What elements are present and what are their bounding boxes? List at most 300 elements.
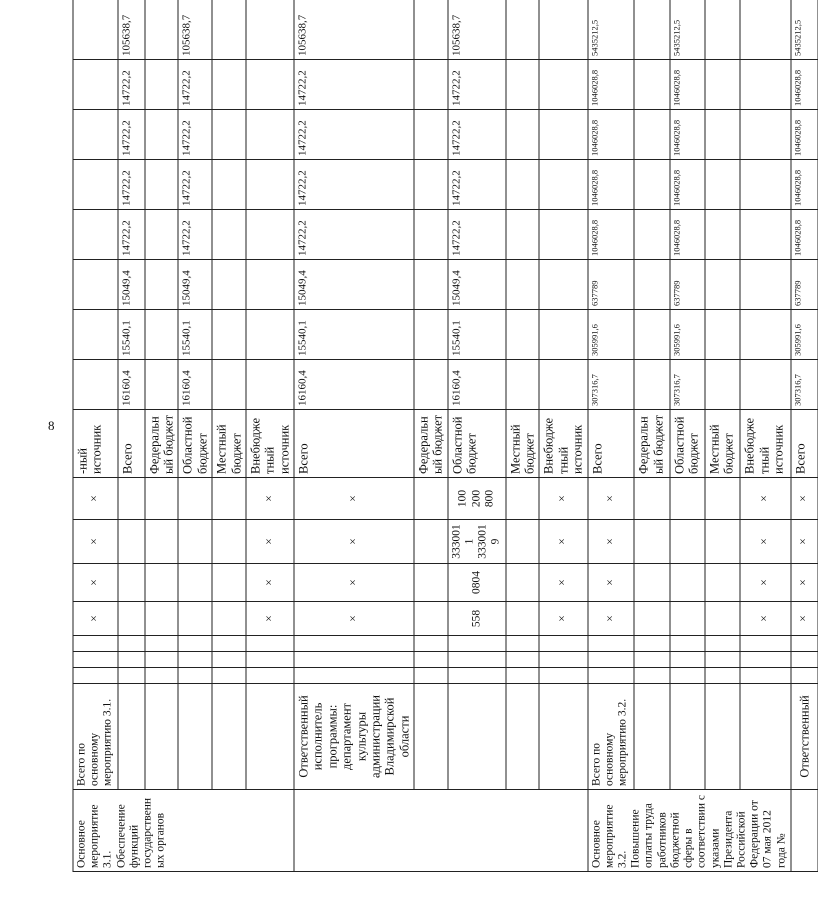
value-cell: 16160,4 bbox=[178, 360, 212, 410]
code-cell: × bbox=[740, 602, 790, 636]
code-cell bbox=[212, 636, 246, 652]
source-cell: Внебюджетный источник bbox=[246, 410, 294, 478]
value-cell bbox=[212, 360, 246, 410]
code-cell: × bbox=[294, 602, 414, 636]
code-cell bbox=[634, 668, 669, 684]
code-cell: × bbox=[246, 478, 294, 520]
value-cell: 1046028,8 bbox=[588, 210, 635, 260]
value-cell bbox=[246, 110, 294, 160]
value-cell bbox=[740, 60, 790, 110]
code-cell bbox=[670, 602, 705, 636]
code-cell bbox=[414, 636, 448, 652]
value-cell bbox=[539, 110, 587, 160]
value-cell bbox=[506, 60, 540, 110]
value-cell bbox=[414, 160, 448, 210]
value-cell: 14722,2 bbox=[448, 210, 506, 260]
code-cell bbox=[246, 668, 294, 684]
value-cell bbox=[539, 260, 587, 310]
code-cell: × bbox=[791, 478, 818, 520]
source-cell: Всего bbox=[294, 410, 414, 478]
value-cell bbox=[634, 0, 669, 60]
code-cell bbox=[670, 652, 705, 668]
value-cell: 305991,6 bbox=[670, 310, 705, 360]
source-cell: Внебюджетный источник bbox=[539, 410, 587, 478]
value-cell bbox=[740, 210, 790, 260]
budget-table bbox=[73, 0, 818, 872]
code-cell bbox=[73, 668, 118, 684]
code-cell bbox=[178, 636, 212, 652]
source-cell: Областной бюджет bbox=[448, 410, 506, 478]
value-cell bbox=[145, 160, 179, 210]
source-cell: Федеральный бюджет bbox=[414, 410, 448, 478]
code-cell: 100 200 800 bbox=[448, 478, 506, 520]
value-cell bbox=[73, 60, 118, 110]
source-cell: Всего bbox=[791, 410, 818, 478]
value-cell bbox=[539, 360, 587, 410]
source-cell: Внебюджетный источник bbox=[740, 410, 790, 478]
code-cell bbox=[588, 668, 635, 684]
value-cell: 14722,2 bbox=[294, 110, 414, 160]
code-cell bbox=[178, 520, 212, 564]
code-cell bbox=[178, 478, 212, 520]
code-cell bbox=[670, 668, 705, 684]
value-cell bbox=[246, 160, 294, 210]
table-body bbox=[73, 0, 818, 872]
code-cell bbox=[145, 636, 179, 652]
code-cell bbox=[178, 668, 212, 684]
code-cell bbox=[634, 564, 669, 602]
table-row bbox=[414, 0, 448, 872]
value-cell bbox=[73, 160, 118, 210]
value-cell bbox=[634, 260, 669, 310]
value-cell bbox=[212, 60, 246, 110]
source-cell: Областной бюджет bbox=[178, 410, 212, 478]
value-cell: 1046028,8 bbox=[588, 110, 635, 160]
table-row bbox=[588, 0, 635, 872]
value-cell: 14722,2 bbox=[448, 160, 506, 210]
value-cell bbox=[740, 360, 790, 410]
code-cell bbox=[791, 668, 818, 684]
value-cell bbox=[145, 360, 179, 410]
activity-cell bbox=[791, 790, 818, 872]
value-cell: 637789 bbox=[670, 260, 705, 310]
code-cell bbox=[212, 564, 246, 602]
code-cell: × bbox=[294, 520, 414, 564]
code-cell bbox=[212, 602, 246, 636]
value-cell bbox=[414, 260, 448, 310]
code-cell bbox=[414, 602, 448, 636]
value-cell: 105638,7 bbox=[178, 0, 212, 60]
value-cell bbox=[246, 360, 294, 410]
value-cell: 14722,2 bbox=[178, 60, 212, 110]
table-row bbox=[145, 0, 179, 872]
code-cell bbox=[145, 478, 179, 520]
code-cell bbox=[118, 520, 145, 564]
value-cell: 15540,1 bbox=[448, 310, 506, 360]
code-cell: × bbox=[539, 564, 587, 602]
code-cell bbox=[634, 602, 669, 636]
value-cell bbox=[414, 310, 448, 360]
value-cell: 15049,4 bbox=[178, 260, 212, 310]
value-cell bbox=[705, 210, 740, 260]
table-row bbox=[670, 0, 705, 872]
value-cell: 15049,4 bbox=[294, 260, 414, 310]
value-cell bbox=[73, 360, 118, 410]
value-cell bbox=[634, 60, 669, 110]
code-cell bbox=[740, 652, 790, 668]
code-cell: × bbox=[539, 520, 587, 564]
table-row bbox=[212, 0, 246, 872]
value-cell bbox=[740, 260, 790, 310]
code-cell bbox=[178, 652, 212, 668]
code-cell bbox=[791, 652, 818, 668]
value-cell: 1046028,8 bbox=[670, 160, 705, 210]
code-cell bbox=[506, 478, 540, 520]
value-cell bbox=[705, 310, 740, 360]
value-cell bbox=[212, 0, 246, 60]
value-cell bbox=[212, 110, 246, 160]
code-cell: × bbox=[246, 520, 294, 564]
code-cell: × bbox=[588, 520, 635, 564]
code-cell bbox=[634, 478, 669, 520]
value-cell: 637789 bbox=[588, 260, 635, 310]
code-cell bbox=[539, 652, 587, 668]
code-cell: × bbox=[539, 478, 587, 520]
code-cell bbox=[448, 636, 506, 652]
value-cell bbox=[414, 210, 448, 260]
code-cell bbox=[448, 668, 506, 684]
code-cell: 333001 1 333001 9 bbox=[448, 520, 506, 564]
code-cell bbox=[145, 668, 179, 684]
table-row bbox=[634, 0, 669, 872]
code-cell bbox=[212, 520, 246, 564]
code-cell bbox=[539, 636, 587, 652]
table-row bbox=[705, 0, 740, 872]
code-cell: × bbox=[73, 564, 118, 602]
activity-cell bbox=[294, 790, 588, 872]
code-cell: × bbox=[588, 478, 635, 520]
code-cell bbox=[634, 636, 669, 652]
code-cell bbox=[118, 668, 145, 684]
value-cell: 307316,7 bbox=[670, 360, 705, 410]
page-number: 8 bbox=[48, 418, 55, 433]
code-cell bbox=[705, 652, 740, 668]
code-cell bbox=[705, 478, 740, 520]
value-cell bbox=[705, 110, 740, 160]
value-cell: 14722,2 bbox=[448, 60, 506, 110]
source-cell: Всего bbox=[118, 410, 145, 478]
value-cell: 14722,2 bbox=[178, 160, 212, 210]
value-cell: 16160,4 bbox=[448, 360, 506, 410]
value-cell bbox=[740, 310, 790, 360]
responsible-cell: Ответственный bbox=[791, 684, 818, 790]
table-row bbox=[740, 0, 790, 872]
code-cell bbox=[73, 652, 118, 668]
code-cell bbox=[506, 602, 540, 636]
code-cell bbox=[588, 652, 635, 668]
responsible-cell bbox=[539, 684, 587, 790]
activity-cell: Основное мероприятие 3.2. Повышение оплаты труда работников бюджетной сферы в соответствии с указами Президента Российской Федерации от 07 мая 2012 года № bbox=[588, 790, 791, 872]
code-cell: × bbox=[740, 564, 790, 602]
value-cell bbox=[740, 0, 790, 60]
value-cell: 5435212,5 bbox=[670, 0, 705, 60]
code-cell bbox=[670, 520, 705, 564]
source-cell: -ный источник bbox=[73, 410, 118, 478]
code-cell bbox=[145, 602, 179, 636]
code-cell bbox=[294, 668, 414, 684]
value-cell: 1046028,8 bbox=[670, 210, 705, 260]
value-cell bbox=[414, 110, 448, 160]
value-cell bbox=[73, 210, 118, 260]
value-cell: 14722,2 bbox=[118, 110, 145, 160]
value-cell bbox=[506, 310, 540, 360]
value-cell: 14722,2 bbox=[118, 60, 145, 110]
value-cell bbox=[212, 160, 246, 210]
source-cell: Местный бюджет bbox=[506, 410, 540, 478]
value-cell bbox=[212, 210, 246, 260]
value-cell: 1046028,8 bbox=[791, 60, 818, 110]
code-cell: × bbox=[73, 478, 118, 520]
code-cell bbox=[212, 668, 246, 684]
code-cell: × bbox=[73, 520, 118, 564]
budget-table-rotated bbox=[73, 14, 812, 872]
value-cell bbox=[145, 260, 179, 310]
code-cell bbox=[414, 652, 448, 668]
value-cell: 1046028,8 bbox=[588, 60, 635, 110]
responsible-cell bbox=[212, 684, 246, 790]
code-cell bbox=[414, 564, 448, 602]
value-cell: 305991,6 bbox=[588, 310, 635, 360]
code-cell: × bbox=[791, 520, 818, 564]
responsible-cell: Всего по основному мероприятию 3.1. bbox=[73, 684, 118, 790]
code-cell bbox=[118, 478, 145, 520]
value-cell bbox=[414, 360, 448, 410]
table-row bbox=[539, 0, 587, 872]
value-cell bbox=[634, 360, 669, 410]
source-cell: Областной бюджет bbox=[670, 410, 705, 478]
source-cell: Всего bbox=[588, 410, 635, 478]
code-cell bbox=[506, 652, 540, 668]
value-cell bbox=[73, 0, 118, 60]
code-cell: × bbox=[539, 602, 587, 636]
code-cell bbox=[670, 564, 705, 602]
source-cell: Местный бюджет bbox=[212, 410, 246, 478]
code-cell bbox=[506, 564, 540, 602]
table-row bbox=[246, 0, 294, 872]
responsible-cell bbox=[414, 684, 448, 790]
code-cell bbox=[506, 636, 540, 652]
code-cell bbox=[178, 602, 212, 636]
value-cell bbox=[740, 110, 790, 160]
code-cell bbox=[414, 668, 448, 684]
value-cell bbox=[73, 110, 118, 160]
table-row bbox=[73, 0, 118, 872]
value-cell: 105638,7 bbox=[448, 0, 506, 60]
responsible-cell bbox=[118, 684, 145, 790]
value-cell bbox=[506, 210, 540, 260]
value-cell bbox=[634, 160, 669, 210]
value-cell bbox=[145, 310, 179, 360]
source-cell: Местный бюджет bbox=[705, 410, 740, 478]
table-row bbox=[118, 0, 145, 872]
code-cell: × bbox=[588, 602, 635, 636]
value-cell bbox=[634, 210, 669, 260]
code-cell: × bbox=[294, 564, 414, 602]
code-cell bbox=[212, 652, 246, 668]
code-cell bbox=[705, 636, 740, 652]
code-cell bbox=[178, 564, 212, 602]
value-cell: 16160,4 bbox=[294, 360, 414, 410]
responsible-cell bbox=[705, 684, 740, 790]
code-cell bbox=[145, 520, 179, 564]
code-cell bbox=[118, 636, 145, 652]
code-cell: × bbox=[791, 602, 818, 636]
code-cell bbox=[294, 652, 414, 668]
code-cell bbox=[414, 520, 448, 564]
code-cell: × bbox=[791, 564, 818, 602]
value-cell: 105638,7 bbox=[118, 0, 145, 60]
value-cell bbox=[145, 110, 179, 160]
value-cell bbox=[705, 0, 740, 60]
value-cell bbox=[705, 160, 740, 210]
value-cell bbox=[246, 0, 294, 60]
code-cell: × bbox=[740, 478, 790, 520]
activity-cell: Основное мероприятие 3.1. Обеспечение функций государственных органов bbox=[73, 790, 294, 872]
value-cell: 105638,7 bbox=[294, 0, 414, 60]
value-cell: 307316,7 bbox=[791, 360, 818, 410]
value-cell bbox=[539, 0, 587, 60]
code-cell bbox=[705, 564, 740, 602]
value-cell: 1046028,8 bbox=[791, 110, 818, 160]
code-cell: × bbox=[73, 602, 118, 636]
value-cell: 637789 bbox=[791, 260, 818, 310]
value-cell bbox=[414, 0, 448, 60]
value-cell: 14722,2 bbox=[178, 110, 212, 160]
value-cell bbox=[246, 310, 294, 360]
code-cell bbox=[118, 602, 145, 636]
code-cell bbox=[118, 652, 145, 668]
responsible-cell bbox=[246, 684, 294, 790]
value-cell bbox=[212, 310, 246, 360]
value-cell: 15049,4 bbox=[448, 260, 506, 310]
value-cell bbox=[539, 60, 587, 110]
code-cell bbox=[740, 668, 790, 684]
code-cell bbox=[791, 636, 818, 652]
value-cell: 307316,7 bbox=[588, 360, 635, 410]
value-cell: 1046028,8 bbox=[588, 160, 635, 210]
code-cell bbox=[506, 668, 540, 684]
code-cell bbox=[705, 602, 740, 636]
value-cell: 5435212,5 bbox=[791, 0, 818, 60]
value-cell: 15049,4 bbox=[118, 260, 145, 310]
code-cell bbox=[448, 652, 506, 668]
value-cell bbox=[246, 210, 294, 260]
value-cell: 5435212,5 bbox=[588, 0, 635, 60]
code-cell bbox=[588, 636, 635, 652]
code-cell bbox=[634, 520, 669, 564]
code-cell bbox=[145, 564, 179, 602]
responsible-cell bbox=[506, 684, 540, 790]
responsible-cell bbox=[178, 684, 212, 790]
value-cell: 16160,4 bbox=[118, 360, 145, 410]
value-cell bbox=[73, 260, 118, 310]
code-cell: × bbox=[588, 564, 635, 602]
code-cell bbox=[246, 652, 294, 668]
value-cell bbox=[506, 360, 540, 410]
responsible-cell bbox=[448, 684, 506, 790]
code-cell bbox=[118, 564, 145, 602]
value-cell: 14722,2 bbox=[118, 160, 145, 210]
responsible-cell: Ответственный исполнитель программы: департамент культуры администрации Владимирской области bbox=[294, 684, 414, 790]
code-cell bbox=[414, 478, 448, 520]
value-cell bbox=[73, 310, 118, 360]
value-cell bbox=[705, 260, 740, 310]
value-cell: 14722,2 bbox=[294, 60, 414, 110]
table-row bbox=[178, 0, 212, 872]
code-cell bbox=[670, 636, 705, 652]
responsible-cell bbox=[670, 684, 705, 790]
value-cell bbox=[414, 60, 448, 110]
code-cell bbox=[705, 668, 740, 684]
table-row bbox=[294, 0, 414, 872]
value-cell bbox=[506, 0, 540, 60]
table-row bbox=[791, 0, 818, 872]
value-cell bbox=[246, 60, 294, 110]
responsible-cell bbox=[145, 684, 179, 790]
source-cell: Федеральный бюджет bbox=[634, 410, 669, 478]
code-cell bbox=[73, 636, 118, 652]
table-row bbox=[506, 0, 540, 872]
value-cell bbox=[212, 260, 246, 310]
value-cell: 14722,2 bbox=[118, 210, 145, 260]
value-cell: 14722,2 bbox=[448, 110, 506, 160]
value-cell bbox=[506, 110, 540, 160]
value-cell bbox=[145, 60, 179, 110]
code-cell bbox=[212, 478, 246, 520]
value-cell: 1046028,8 bbox=[791, 210, 818, 260]
source-cell: Федеральный бюджет bbox=[145, 410, 179, 478]
value-cell bbox=[506, 160, 540, 210]
code-cell: 558 bbox=[448, 602, 506, 636]
value-cell bbox=[506, 260, 540, 310]
responsible-cell bbox=[740, 684, 790, 790]
value-cell bbox=[634, 110, 669, 160]
value-cell bbox=[539, 160, 587, 210]
code-cell bbox=[246, 636, 294, 652]
code-cell bbox=[145, 652, 179, 668]
value-cell: 14722,2 bbox=[294, 160, 414, 210]
value-cell: 1046028,8 bbox=[670, 110, 705, 160]
responsible-cell: Всего по основному мероприятию 3.2. bbox=[588, 684, 635, 790]
code-cell: × bbox=[294, 478, 414, 520]
code-cell bbox=[740, 636, 790, 652]
value-cell: 14722,2 bbox=[178, 210, 212, 260]
value-cell bbox=[145, 0, 179, 60]
code-cell: 0804 bbox=[448, 564, 506, 602]
value-cell bbox=[634, 310, 669, 360]
value-cell: 15540,1 bbox=[178, 310, 212, 360]
value-cell: 1046028,8 bbox=[791, 160, 818, 210]
code-cell bbox=[539, 668, 587, 684]
code-cell: × bbox=[246, 602, 294, 636]
code-cell bbox=[294, 636, 414, 652]
code-cell: × bbox=[740, 520, 790, 564]
value-cell bbox=[740, 160, 790, 210]
code-cell bbox=[705, 520, 740, 564]
value-cell bbox=[539, 310, 587, 360]
code-cell: × bbox=[246, 564, 294, 602]
value-cell: 15540,1 bbox=[118, 310, 145, 360]
